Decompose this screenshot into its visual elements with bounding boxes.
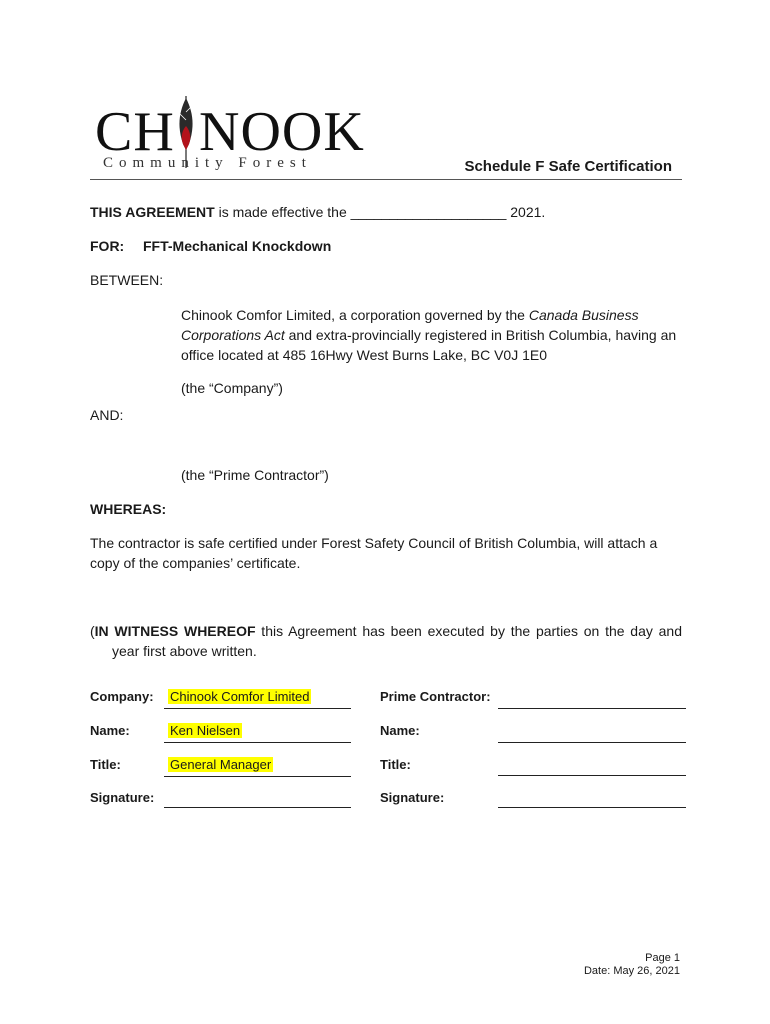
witness-rest: this Agreement has been executed by the parties on the day and <box>255 623 682 639</box>
and-label: AND: <box>90 407 124 423</box>
witness-bold: IN WITNESS WHEREOF <box>94 623 256 639</box>
name-field[interactable] <box>164 722 351 743</box>
whereas-label: WHEREAS: <box>90 501 167 517</box>
party1-line2 <box>181 325 676 345</box>
agreement-rest: is made effective the ____________________ 2021. <box>214 204 546 220</box>
logo-word-right: NOOK <box>199 101 365 163</box>
title-label: Title: <box>90 757 121 772</box>
footer <box>584 952 680 978</box>
prime-signature-label: Signature: <box>380 790 445 805</box>
logo-subtitle: Community Forest <box>103 155 312 171</box>
signature-field[interactable] <box>164 787 351 808</box>
prime-name-label: Name: <box>380 723 420 738</box>
name-value: Ken Nielsen <box>170 723 241 738</box>
company-label: Company: <box>90 689 154 704</box>
prime-title-label: Title: <box>380 757 411 772</box>
header-rule <box>90 179 682 180</box>
prime-name-field[interactable] <box>498 722 686 743</box>
agreement-bold: THIS AGREEMENT <box>90 204 215 220</box>
prime-title-field[interactable] <box>498 755 686 776</box>
party1-line2-text: and extra-provincially registered in British Columbia, having an <box>284 327 677 343</box>
page-number: Page 1 <box>645 952 680 964</box>
act-name-part2: Corporations Act <box>181 327 285 343</box>
agreement-line <box>90 202 545 222</box>
prime-alias: (the “Prime Contractor”) <box>181 467 329 483</box>
logo <box>95 100 365 180</box>
for-label: FOR: <box>90 238 125 254</box>
whereas-line1: The contractor is safe certified under Forest Safety Council of British Columbia, will attach a <box>90 535 658 551</box>
witness-line1 <box>90 621 682 641</box>
party1-line1 <box>181 305 639 325</box>
name-label: Name: <box>90 723 130 738</box>
title-value: General Manager <box>170 757 272 772</box>
title-field[interactable] <box>164 756 351 777</box>
prime-contractor-label: Prime Contractor: <box>380 689 491 704</box>
for-value: FFT-Mechanical Knockdown <box>143 238 332 254</box>
company-alias: (the “Company”) <box>181 380 283 396</box>
company-value: Chinook Comfor Limited <box>170 689 310 704</box>
whereas-line2: copy of the companies’ certificate. <box>90 555 301 571</box>
between-label: BETWEEN: <box>90 272 164 288</box>
footer-date: Date: May 26, 2021 <box>583 965 680 977</box>
witness-paren: ( <box>90 623 95 639</box>
witness-line2: year first above written. <box>112 643 257 659</box>
company-field[interactable] <box>164 688 351 709</box>
logo-word-left: CH <box>95 101 175 163</box>
prime-contractor-field[interactable] <box>498 688 686 709</box>
party1-line1-text: Chinook Comfor Limited, a corporation governed by the <box>181 307 529 323</box>
prime-signature-field[interactable] <box>498 787 686 808</box>
party1-line3: office located at 485 16Hwy West Burns Lake, BC V0J 1E0 <box>181 347 548 363</box>
document-title: Schedule F Safe Certification <box>464 158 672 175</box>
signature-label: Signature: <box>90 790 155 805</box>
act-name-part1: Canada Business <box>528 307 639 323</box>
